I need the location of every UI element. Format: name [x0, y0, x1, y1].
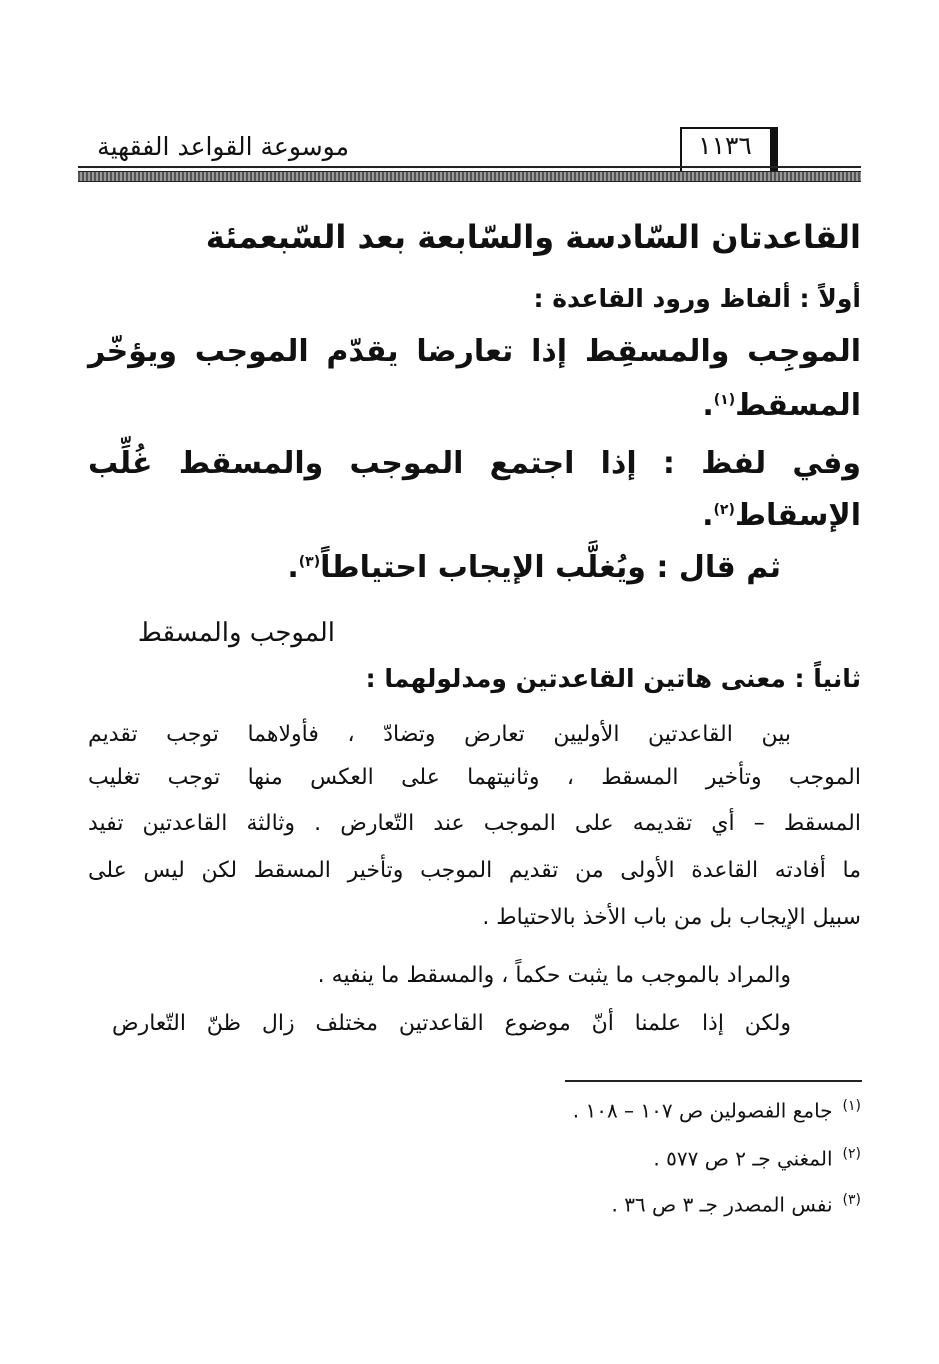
rule3-text: ثم قال : ويُغلَّب الإيجاب احتياطاً [320, 550, 781, 585]
paragraph-line-2: الموجب وتأخير المسقط ، وثانيتهما على العكس منها توجب تغليب [88, 765, 861, 790]
rule3-line [287, 550, 781, 585]
section-title: القاعدتان السّادسة والسّابعة بعد السّبعمئة [205, 218, 861, 256]
header-rule-band [78, 171, 861, 182]
footnote-2 [653, 1146, 861, 1171]
rule3-period: . [287, 550, 299, 585]
paragraph-3: ولكن إذا علمنا أنّ موضوع القاعدتين مختلف زال ظنّ التّعارض [112, 1011, 791, 1036]
rule2-period: . [702, 498, 714, 533]
rule2-text: الإسقاط [734, 498, 861, 533]
footnote-3-mark: (٣) [842, 1192, 861, 1208]
rule2-line1: وفي لفظ : إذا اجتمع الموجب والمسقط غُلِّب [88, 446, 861, 481]
rule1-period: . [702, 388, 714, 423]
footnote-1 [573, 1098, 861, 1123]
rule1-text: المسقط [735, 388, 861, 423]
paragraph-line-1: بين القاعدتين الأوليين تعارض وتضادّ ، فأولاهما توجب تقديم [88, 722, 791, 747]
footnote-ref-2: (٢) [713, 502, 735, 518]
paragraph-line-5: سبيل الإيجاب بل من باب الأخذ بالاحتياط . [482, 905, 861, 930]
footnote-1-mark: (١) [842, 1098, 861, 1114]
footnote-separator [565, 1080, 862, 1082]
footnote-ref-1: (١) [713, 392, 736, 408]
paragraph-2: والمراد بالموجب ما يثبت حكماً ، والمسقط ما ينفيه . [317, 963, 791, 988]
footnote-3-text: نفس المصدر جـ ٣ ص ٣٦ . [611, 1192, 833, 1217]
footnote-2-mark: (٢) [842, 1146, 861, 1162]
rule1-line1: الموجِب والمسقِط إذا تعارضا يقدّم الموجب ويؤخّر [88, 334, 861, 369]
footnote-1-text: جامع الفصولين ص ١٠٧ – ١٠٨ . [572, 1098, 833, 1123]
paragraph-line-3: المسقط – أي تقديمه على الموجب عند التّعارض . وثالثة القاعدتين تفيد [88, 811, 861, 836]
plain-heading: الموجب والمسقط [137, 618, 335, 648]
header-rule-top [78, 166, 861, 168]
page-number: ١١٣٦ [698, 131, 752, 160]
part2-heading: ثانياً : معنى هاتين القاعدتين ومدلولهما : [365, 664, 861, 693]
paragraph-line-4: ما أفادته القاعدة الأولى من تقديم الموجب وتأخير المسقط لكن ليس على [88, 858, 861, 883]
rule2-line2 [702, 498, 861, 533]
running-header-title: موسوعة القواعد الفقهية [97, 132, 349, 161]
rule1-line2 [702, 388, 861, 423]
part1-heading: أولاً : ألفاظ ورود القاعدة : [533, 284, 861, 313]
footnote-ref-3: (٣) [298, 554, 321, 570]
footnote-3 [611, 1192, 861, 1217]
footnote-2-text: المغني جـ ٢ ص ٥٧٧ . [653, 1146, 833, 1171]
